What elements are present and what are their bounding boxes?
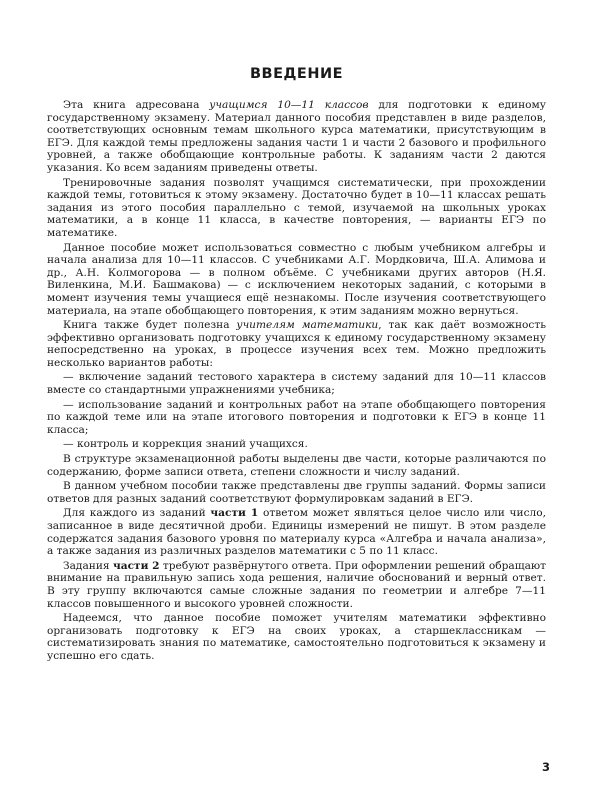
list-item: — контроль и коррекция знаний учащихся. (63, 438, 308, 451)
bold-part-2: части 2 (112, 559, 160, 572)
bold-part-1: части 1 (210, 507, 259, 520)
page-number: 3 (541, 760, 550, 774)
paragraph-textbooks: Данное пособие может использоваться совместно с любым учебником алгебры и начала анализа для 10—11 классов. С учебниками А.Г. Мордковича, Ш.А. Алимова и др., А.Н. Колмогорова — в полном объёме. С учебниками других авторов (Н.Я. Виленкина, М.И. Башмакова) — с исключением некоторых заданий, с которыми в момент изучения темы учащиеся ещё незнакомы. После изучения соответствующего материала, на этапе обобщающего повторения, к этим заданиям можно вернуться. (47, 241, 546, 317)
paragraph-closing: Надеемся, что данное пособие поможет учителям математики эффективно организовать подготовку к ЕГЭ на своих уроках, а старшеклассникам — систематизировать знания по математике, самостоятельно подготовиться к экзамену и успешно его сдать. (47, 612, 546, 662)
list-item: — включение заданий тестового характера в систему заданий для 10—11 классов вместе со стандартными упражнениями учебника; (47, 371, 546, 397)
paragraph-structure: В структуре экзаменационной работы выделены две части, которые различаются по содержанию, форме записи ответа, степени сложности и числу заданий. (47, 453, 546, 478)
paragraph-audience-students: Эта книга адресована учащимся 10—11 классов для подготовки к единому государственному экзамену. Материал данного пособия представлен в виде разделов, соответствующих основным темам школьного курса математики, присутствующим в ЕГЭ. Для каждой темы предложены задания части 1 и части 2 базового и профильного уровней, а также обобщающие контрольные работы. К заданиям части 2 даются указания. Ко всем заданиям приведены ответы. (47, 99, 546, 174)
paragraph-training: Тренировочные задания позволят учащимся систематически, при прохождении каждой темы, готовиться к этому экзамену. Достаточно будет в 10—11 классах решать задания из этого пособия параллельно с темой, изучаемой на школьных уроках математики, а в конце 11 класса, в качестве повторения, — варианты ЕГЭ по математике. (47, 176, 546, 239)
emphasis-teachers: учителям математики (236, 319, 379, 332)
page-title: ВВЕДЕНИЕ (249, 66, 343, 82)
emphasis-students: учащимся 10—11 классов (209, 99, 369, 111)
paragraph-audience-teachers: Книга также будет полезна учителям математики, так как даёт возможность эффективно организовать подготовку учащихся к единому государственному экзамену непосредственно на уроках, в процессе изучения всех тем. Можно предложить несколько вариантов работы: (47, 319, 546, 369)
paragraph-part-1: Для каждого из заданий части 1 ответом может являться целое число или число, записанное в виде десятичной дроби. Единицы измерений не пишут. В этом разделе содержатся задания базового уровня по материалу курса «Алгебра и начала анализа», а также задания из различных разделов математики с 5 по 11 класс. (47, 507, 546, 558)
body-text (47, 99, 546, 665)
list-item: — использование заданий и контрольных работ на этапе обобщающего повторения по каждой теме или на этапе итогового повторения и подготовки к ЕГЭ в конце 11 класса; (47, 398, 546, 436)
paragraph-task-groups: В данном учебном пособии также представлены две группы заданий. Формы записи ответов для разных заданий соответствуют формулировкам заданий в ЕГЭ. (47, 480, 546, 505)
paragraph-part-2: Задания части 2 требуют развёрнутого ответа. При оформлении решений обращают внимание на правильную запись хода решения, наличие обоснований и верный ответ. В эту группу включаются самые сложные задания по геометрии и алгебре 7—11 классов повышенного и высокого уровней сложности. (47, 559, 546, 610)
